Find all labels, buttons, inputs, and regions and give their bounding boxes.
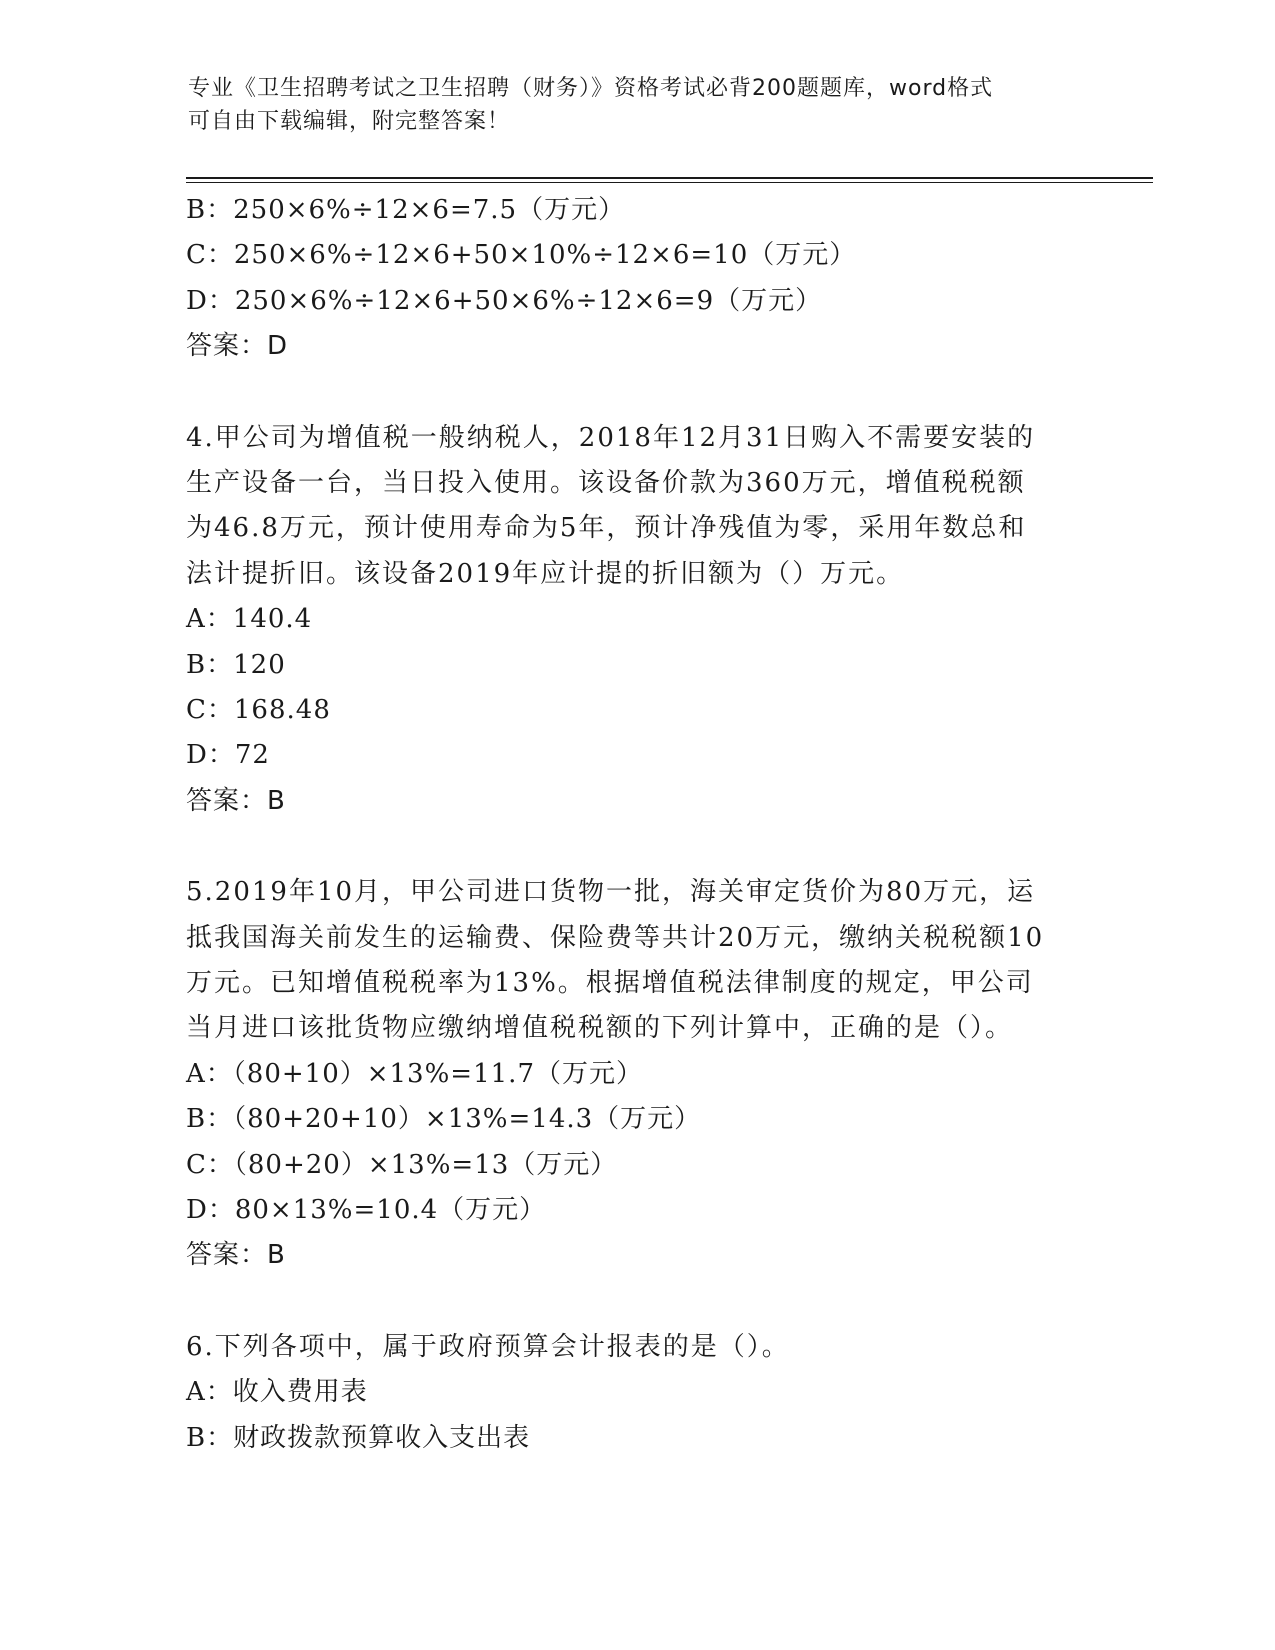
q3-option-d: D：250×6%÷12×6+50×6%÷12×6=9（万元） (186, 285, 823, 316)
question-4 (186, 416, 1086, 825)
question-3 (186, 188, 1086, 370)
spacer (186, 1279, 1086, 1325)
q5-stem-line: 抵我国海关前发生的运输费、保险费等共计20万元，缴纳关税税额10 (186, 922, 1045, 953)
q5-stem-line: 5.2019年10月，甲公司进口货物一批，海关审定货价为80万元，运 (186, 877, 1036, 908)
document-header (188, 72, 1088, 138)
header-line-1: 专业《卫生招聘考试之卫生招聘（财务）》资格考试必背200题题库，word格式 (188, 76, 994, 101)
header-divider-thin (186, 182, 1153, 183)
q6-option-a: A：收入费用表 (186, 1377, 368, 1408)
header-divider-thick (186, 177, 1153, 179)
q3-option-c: C：250×6%÷12×6+50×10%÷12×6=10（万元） (186, 240, 857, 271)
q4-option-a: A：140.4 (186, 604, 313, 635)
q5-answer: 答案：B (186, 1240, 286, 1271)
q4-option-d: D：72 (186, 740, 270, 771)
q4-answer: 答案：B (186, 785, 286, 816)
q5-option-c: C：（80+20）×13%=13（万元） (186, 1149, 618, 1180)
q5-option-d: D：80×13%=10.4（万元） (186, 1194, 547, 1225)
q6-option-b: B：财政拨款预算收入支出表 (186, 1422, 531, 1453)
q4-stem-line: 法计提折旧。该设备2019年应计提的折旧额为（）万元。 (186, 558, 905, 589)
q4-stem-line: 4.甲公司为增值税一般纳税人，2018年12月31日购入不需要安装的 (186, 422, 1036, 453)
q5-stem-line: 万元。已知增值税税率为13%。根据增值税法律制度的规定，甲公司 (186, 967, 1034, 998)
q4-option-b: B：120 (186, 649, 286, 680)
question-5 (186, 870, 1086, 1279)
q4-stem-line: 生产设备一台，当日投入使用。该设备价款为360万元，增值税税额 (186, 467, 1026, 498)
q3-answer: 答案：D (186, 331, 289, 362)
q4-option-c: C：168.48 (186, 694, 331, 725)
q5-stem-line: 当月进口该批货物应缴纳增值税税额的下列计算中，正确的是（）。 (186, 1013, 1014, 1044)
q4-stem-line: 为46.8万元，预计使用寿命为5年，预计净残值为零，采用年数总和 (186, 513, 1027, 544)
q6-stem-line: 6.下列各项中，属于政府预算会计报表的是（）。 (186, 1331, 790, 1362)
spacer (186, 824, 1086, 870)
q5-option-a: A：（80+10）×13%=11.7（万元） (186, 1058, 643, 1089)
spacer (186, 370, 1086, 416)
document-body (186, 188, 1086, 1461)
question-6 (186, 1325, 1086, 1461)
header-line-2: 可自由下载编辑，附完整答案！ (188, 109, 511, 134)
q5-option-b: B：（80+20+10）×13%=14.3（万元） (186, 1104, 702, 1135)
q3-option-b: B：250×6%÷12×6=7.5（万元） (186, 195, 626, 225)
